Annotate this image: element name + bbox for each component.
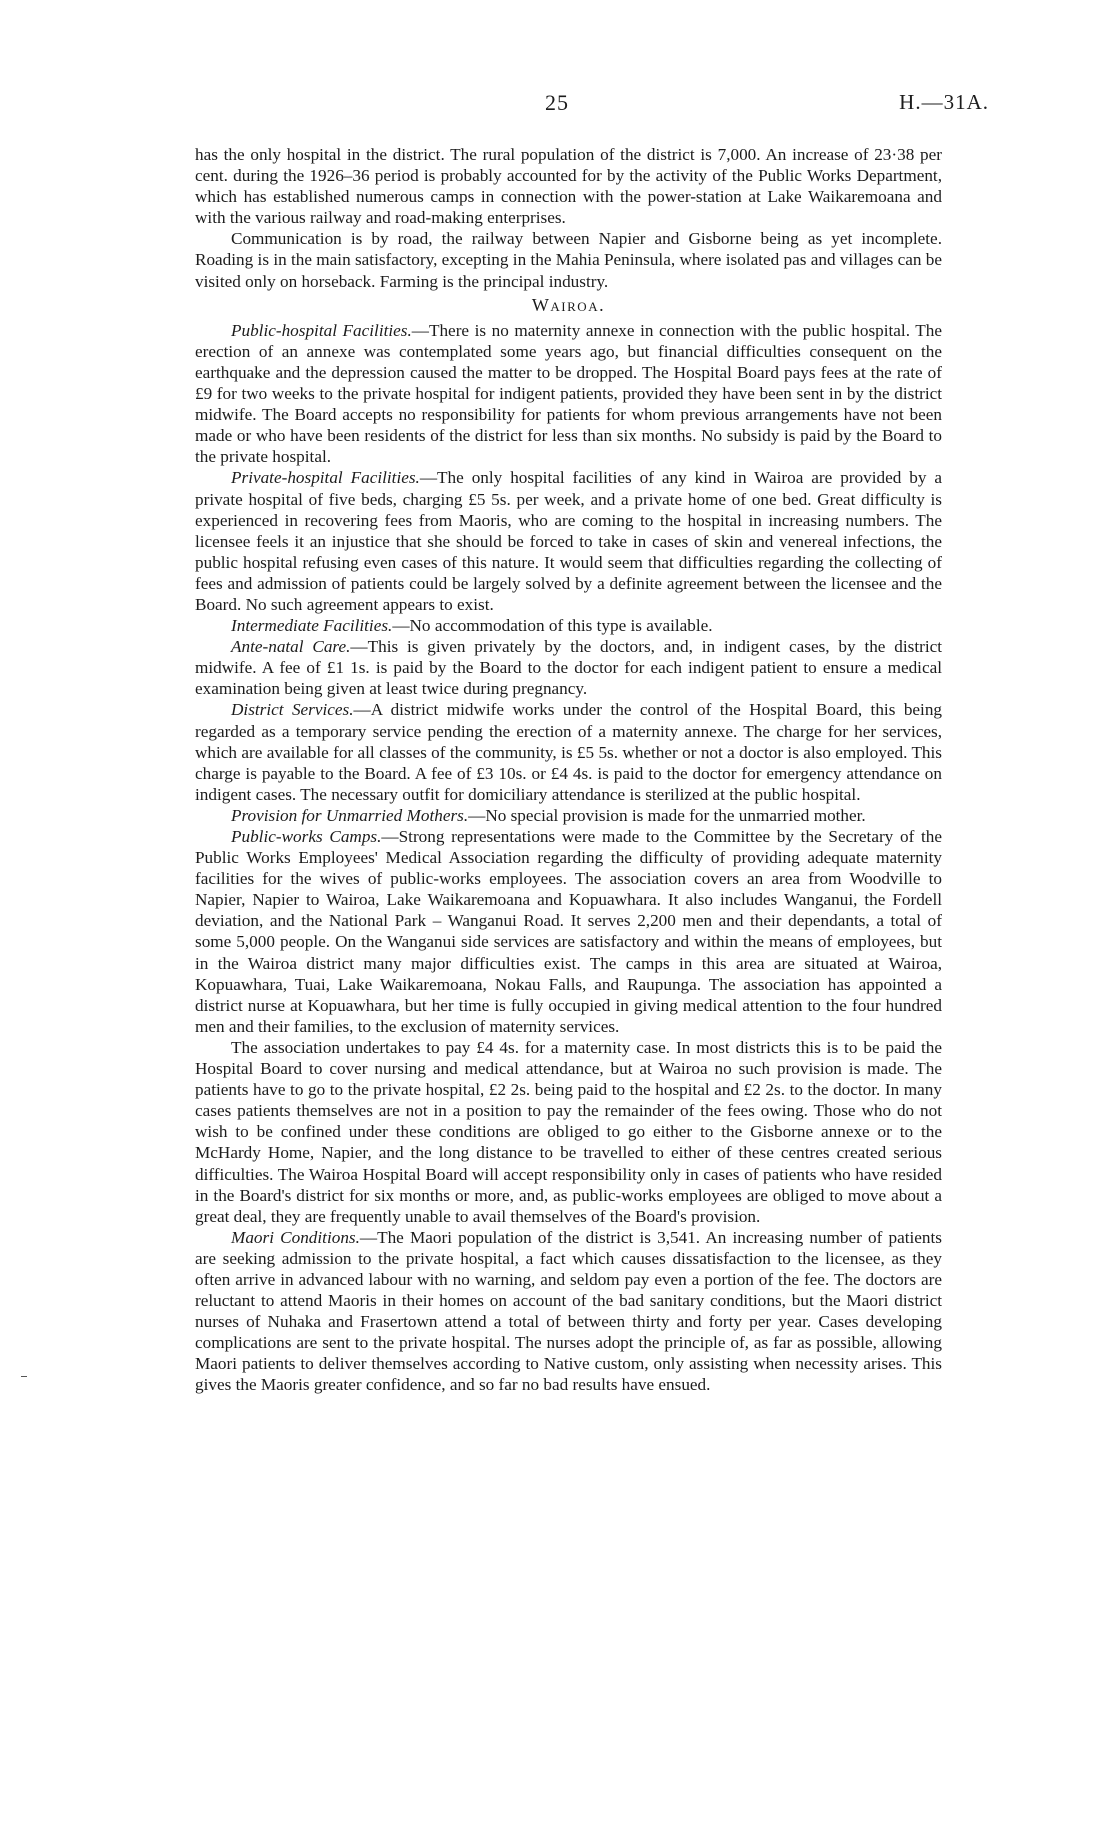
paragraph-private-hospital: [195, 467, 942, 615]
paragraph-text: —The only hospital facilities of any kind in Wairoa are provided by a private hospital of five beds, charging £5 5s. per week, and a private home of one bed. Great difficulty is experienced in recovering fees from Maoris, who are coming to the hospital in increasing numbers. The licensee feels it an injustice that she should be forced to take in cases of skin and venereal infections, the public hospital refusing even cases of this nature. It would seem that difficulties regarding the collecting of fees and admission of patients could be largely solved by a definite agreement between the licensee and the Board. No such agreement appears to exist.: [195, 468, 942, 614]
paragraph-association: The association undertakes to pay £4 4s. for a maternity case. In most districts this is to be paid the Hospital Board to cover nursing and medical attendance, but at Wairoa no such provision is made. The patients have to go to the private hospital, £2 2s. being paid to the hospital and £2 2s. to the doctor. In many cases patients themselves are not in a position to pay the remainder of the fees owing. Those who do not wish to be confined under these conditions are obliged to go either to the Gisborne annexe or to the McHardy Home, Napier, and the long distance to be travelled to either of these centres created serious difficulties. The Wairoa Hospital Board will accept responsibility only in cases of patients who have resided in the Board's district for six months or more, and, as public-works employees are obliged to move about a great deal, they are frequently unable to avail themselves of the Board's provision.: [195, 1037, 942, 1226]
paragraph-public-works-camps: [195, 826, 942, 1037]
paragraph-ante-natal: [195, 636, 942, 699]
paragraph-text: —Strong representations were made to the Committee by the Secretary of the Public Works Employees' Medical Association regarding the difficulty of providing adequate maternity facilities for the wives of public-works employees. The association covers an area from Woodville to Napier, Napier to Wairoa, Lake Waikaremoana and Kopuawhara. It also includes Wanganui, the Fordell deviation, and the National Park – Wanganui Road. It serves 2,200 men and their dependants, a total of some 5,000 people. On the Wanganui side services are satisfactory and within the means of employees, but in the Wairoa district many major difficulties exist. The camps in this area are situated at Wairoa, Kopuawhara, Tuai, Lake Waikaremoana, Nokau Falls, and Raupunga. The association has appointed a district nurse at Kopuawhara, but her time is fully occupied in giving medical attention to the four hundred men and their families, to the exclusion of maternity services.: [195, 827, 942, 1036]
paragraph-public-hospital: [195, 320, 942, 468]
paragraph-population: has the only hospital in the district. The rural population of the district is 7,000. An increase of 23·38 per cent. during the 1926–36 period is probably accounted for by the activity of the Public Works Department, which has established numerous camps in connection with the power-station at Lake Waikaremoana and with the various railway and road-making enterprises.: [195, 145, 942, 228]
paragraph-title: District Services.: [231, 700, 354, 720]
paragraph-unmarried-mothers: [195, 805, 942, 826]
paragraph-intermediate: [195, 615, 942, 636]
document-reference: H.—31A.: [899, 90, 989, 114]
paragraph-title: Ante-natal Care.: [231, 637, 351, 657]
paragraph-text: —A district midwife works under the control of the Hospital Board, this being regarded as a temporary service pending the erection of a maternity annexe. The charge for her services, which are available for all classes of the community, is £5 5s. whether or not a doctor is also employed. This charge is payable to the Board. A fee of £3 10s. or £4 4s. is paid to the doctor for emergency attendance on indigent cases. The necessary outfit for domiciliary attendance is sterilized at the public hospital.: [195, 700, 943, 804]
paragraph-maori-conditions: [195, 1227, 942, 1396]
page-number: 25: [545, 90, 569, 115]
paragraph-text: —No accommodation of this type is available.: [392, 616, 713, 636]
paragraph-text: —No special provision is made for the unmarried mother.: [468, 805, 866, 825]
margin-mark: [21, 1376, 27, 1377]
paragraph-title: Maori Conditions.: [231, 1227, 360, 1247]
paragraph-title: Intermediate Facilities.: [231, 616, 393, 636]
paragraph-title: Provision for Unmarried Mothers.: [231, 805, 469, 825]
body-text: [195, 144, 942, 1396]
paragraph-text: —There is no maternity annexe in connection with the public hospital. The erection of an annexe was contemplated some years ago, but financial difficulties consequent on the earthquake and the depression caused the matter to be dropped. The Hospital Board pays fees at the rate of £9 for two weeks to the private hospital for indigent patients, provided they have been sent in by the district midwife. The Board accepts no responsibility for patients for whom previous arrangements have not been made or who have been residents of the district for less than six months. No subsidy is paid by the Board to the private hospital.: [195, 320, 942, 467]
section-heading-wairoa: Wairoa.: [531, 294, 606, 315]
paragraph-title: Private-hospital Facilities.: [231, 468, 420, 488]
paragraph-communication: Communication is by road, the railway between Napier and Gisborne being as yet incomplete. Roading is in the main satisfactory, excepting in the Mahia Peninsula, where isolated pas and villages can be visited only on horseback. Farming is the principal industry.: [195, 229, 942, 291]
paragraph-text: —The Maori population of the district is 3,541. An increasing number of patients are seeking admission to the private hospital, a fact which causes dissatisfaction to the licensee, as they often arrive in advanced labour with no warning, and seldom pay even a portion of the fee. The doctors are reluctant to attend Maoris in their homes on account of the bad sanitary conditions, but the Maori district nurses of Nuhaka and Frasertown attend a total of between thirty and forty per year. Cases developing complications are sent to the private hospital. The nurses adopt the principle of, as far as possible, allowing Maori patients to deliver themselves according to Native custom, only assisting when necessity arises. This gives the Maoris greater confidence, and so far no bad results have ensued.: [195, 1227, 942, 1395]
paragraph-title: Public-hospital Facilities.: [231, 320, 412, 340]
paragraph-district-services: [195, 699, 942, 804]
paragraph-title: Public-works Camps.: [231, 827, 382, 846]
paragraph-text: —This is given privately by the doctors, and, in indigent cases, by the district midwife. A fee of £1 1s. is paid by the Board to the doctor for each indigent patient to ensure a medical examination being given at least twice during pregnancy.: [195, 637, 942, 699]
